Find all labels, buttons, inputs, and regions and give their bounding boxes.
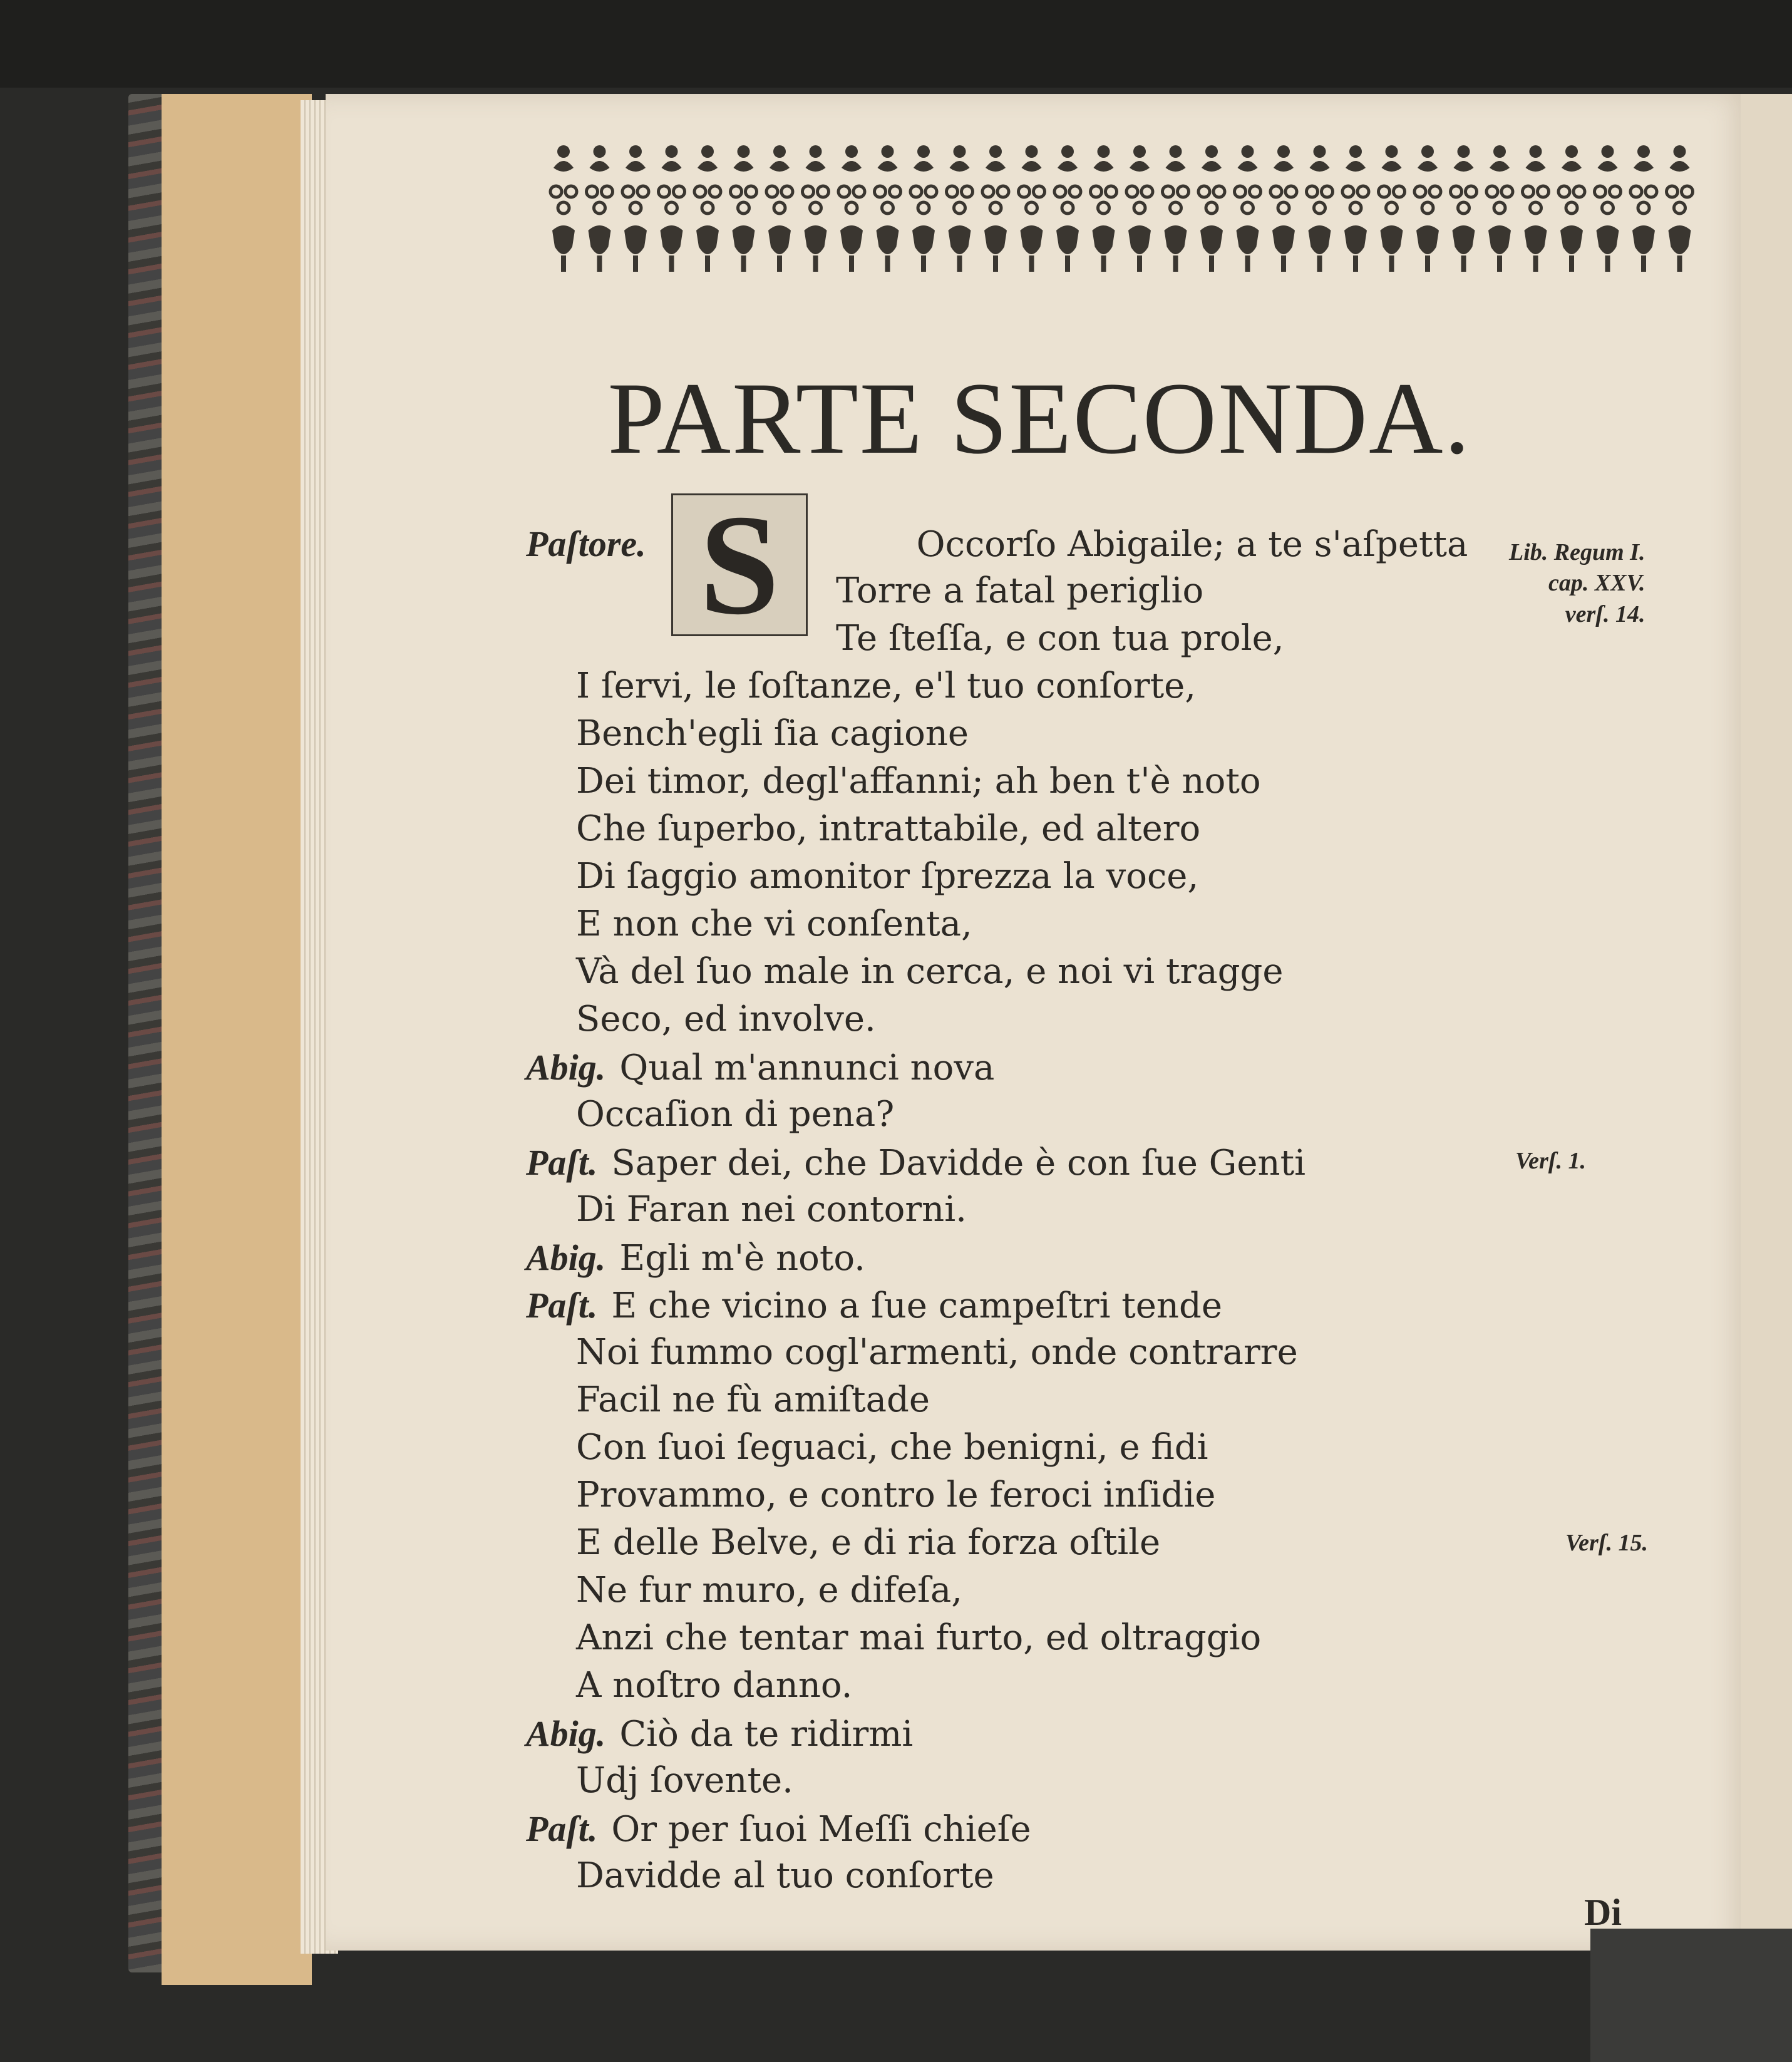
verse-text-content: I ſervi, le ſoſtanze, e'l tuo conſorte, (576, 666, 1197, 706)
verse-line (576, 951, 1284, 992)
ornament-motif (1163, 145, 1189, 272)
speaker-abbreviation: Paſtore. (526, 523, 646, 564)
verse-line (576, 713, 969, 754)
verse-text-content: Occorſo Abigaile; a te s'aſpetta (916, 524, 1468, 565)
speaker-abbreviation: Paſt. (526, 1808, 598, 1849)
verse-text-content: Và del ſuo male in cerca, e noi vi tragge (576, 951, 1284, 992)
ornament-motif (1630, 145, 1657, 272)
verse-text-content: Egli m'è noto. (619, 1238, 865, 1279)
verse-line (576, 1379, 930, 1420)
decorated-drop-cap (671, 485, 808, 644)
verse-text-content: Torre a fatal periglio (836, 570, 1204, 611)
verse-text-content: Saper dei, che Davidde è con ſue Genti (611, 1143, 1305, 1183)
verse-line (576, 856, 1199, 897)
verse-text-content: Con ſuoi ſeguaci, che benigni, e fidi (576, 1427, 1208, 1468)
ornament-motif (1091, 145, 1117, 272)
verse-text-content: Udj ſovente. (576, 1760, 793, 1801)
verse-line (526, 1808, 1031, 1850)
verse-line (576, 1189, 967, 1230)
verse-text-content: Te ſteſſa, e con tua prole, (836, 618, 1284, 659)
verse-text-content: Ne fur muro, e difeſa, (576, 1570, 963, 1611)
marbled-cover (128, 94, 166, 1972)
verse-text-content: E che vicino a ſue campeſtri tende (611, 1286, 1222, 1326)
speaker-abbreviation: Abig. (526, 1713, 606, 1754)
ornament-motif (766, 145, 793, 272)
ornament-motif (947, 145, 973, 272)
margin-verse-note: Verſ. 1. (1515, 1148, 1586, 1174)
verse-line (526, 1287, 1222, 1324)
background-top (0, 0, 1792, 88)
ornament-motif (910, 145, 937, 272)
verse-line (576, 1332, 1298, 1373)
verse-text-content: Provammo, e contro le feroci inſidie (576, 1475, 1216, 1515)
ornament-motif (1379, 145, 1405, 272)
verse-line (526, 1049, 994, 1086)
verse-line (576, 1760, 793, 1801)
verse-line (576, 1570, 963, 1611)
verse-line (836, 618, 1284, 659)
ornament-motif (1235, 145, 1261, 272)
ornament-motif (982, 145, 1009, 272)
verse-text-content: Davidde al tuo conſorte (576, 1855, 994, 1896)
verse-text-content: Or per ſuoi Meſſi chieſe (611, 1809, 1031, 1850)
verse-text-content: A noſtro danno. (576, 1665, 853, 1706)
ornament-motif (587, 145, 613, 272)
ornament-motif (1019, 145, 1045, 272)
ornament-motif (550, 145, 577, 272)
ornament-motif (1451, 145, 1477, 272)
speaker-abbreviation: Abig. (526, 1047, 606, 1088)
verse-line (576, 761, 1261, 802)
verse-line (576, 1855, 994, 1896)
catchword: Di (1584, 1892, 1622, 1933)
cover-board (162, 94, 312, 1985)
speaker-abbreviation: Paſt. (526, 1285, 598, 1326)
ornament-motif (1126, 145, 1153, 272)
ornament-motif (731, 145, 757, 272)
verse-line (576, 1522, 1161, 1563)
verse-line (576, 666, 1197, 706)
margin-ref-line: cap. XXV. (1548, 570, 1645, 597)
ornament-motif (1198, 145, 1225, 272)
page-title: PARTE SECONDA. (607, 362, 1471, 475)
verse-text-content: Facil ne fù amiſtade (576, 1379, 930, 1420)
ornament-motif (1486, 145, 1513, 272)
speaker-abbreviation: Abig. (526, 1237, 606, 1278)
verse-text-content: E delle Belve, e di ria forza oſtile (576, 1522, 1161, 1563)
verse-text-content: Bench'egli ſia cagione (576, 713, 969, 754)
verse-text-content: Di Faran nei contorni. (576, 1189, 967, 1230)
ornament-motif (659, 145, 685, 272)
ornament-motif (1270, 145, 1297, 272)
verse-line (576, 1617, 1262, 1658)
ornament-motif (694, 145, 721, 272)
ornament-motif (838, 145, 865, 272)
ornament-motif (875, 145, 901, 272)
verse-text-content: E non che vi conſenta, (576, 904, 972, 944)
verse-line (526, 1237, 865, 1279)
ornament-motif (622, 145, 649, 272)
ornament-motif (803, 145, 829, 272)
verse-line (836, 570, 1204, 611)
margin-ref-line: Lib. Regum I. (1509, 539, 1645, 565)
verse-line (576, 1475, 1216, 1515)
verse-text-content: Ciò da te ridirmi (619, 1714, 914, 1755)
ornament-motif (1667, 145, 1693, 272)
ornament-motif (1595, 145, 1621, 272)
verse-line (576, 1094, 895, 1135)
verse-line (576, 1427, 1208, 1468)
verse-line (526, 523, 1468, 565)
verse-text-content: Anzi che tentar mai furto, ed oltraggio (576, 1617, 1262, 1658)
decorative-headpiece-ornament (545, 143, 1700, 281)
background-bottom (1590, 1929, 1792, 2062)
verse-text-content: Occaſion di pena? (576, 1094, 895, 1135)
verse-line (526, 1142, 1305, 1183)
verse-text-content: Noi fummo cogl'armenti, onde contrarre (576, 1332, 1298, 1373)
verse-line (576, 999, 876, 1039)
verse-text-content: Di ſaggio amonitor ſprezza la voce, (576, 856, 1199, 897)
margin-reference-note (1509, 537, 1645, 630)
margin-ref-line: verſ. 14. (1565, 601, 1645, 627)
ornament-motif (1414, 145, 1441, 272)
verse-text-content: Qual m'annunci nova (619, 1048, 995, 1088)
ornament-motif (1342, 145, 1369, 272)
verse-line (576, 1665, 853, 1706)
ornament-motif (1558, 145, 1585, 272)
speaker-abbreviation: Paſt. (526, 1142, 598, 1183)
ornament-motif (1523, 145, 1549, 272)
margin-verse-note: Verſ. 15. (1565, 1530, 1648, 1556)
verse-text-content: Dei timor, degl'affanni; ah ben t'è noto (576, 761, 1261, 802)
drop-cap-letter: S (699, 485, 780, 644)
verse-line (526, 1713, 914, 1755)
verse-line (576, 904, 972, 944)
ornament-motif (1054, 145, 1081, 272)
verse-text-content: Che ſuperbo, intrattabile, ed altero (576, 808, 1201, 849)
ornament-motif (1307, 145, 1333, 272)
verse-text-content: Seco, ed involve. (576, 999, 876, 1039)
verse-line (576, 808, 1201, 849)
